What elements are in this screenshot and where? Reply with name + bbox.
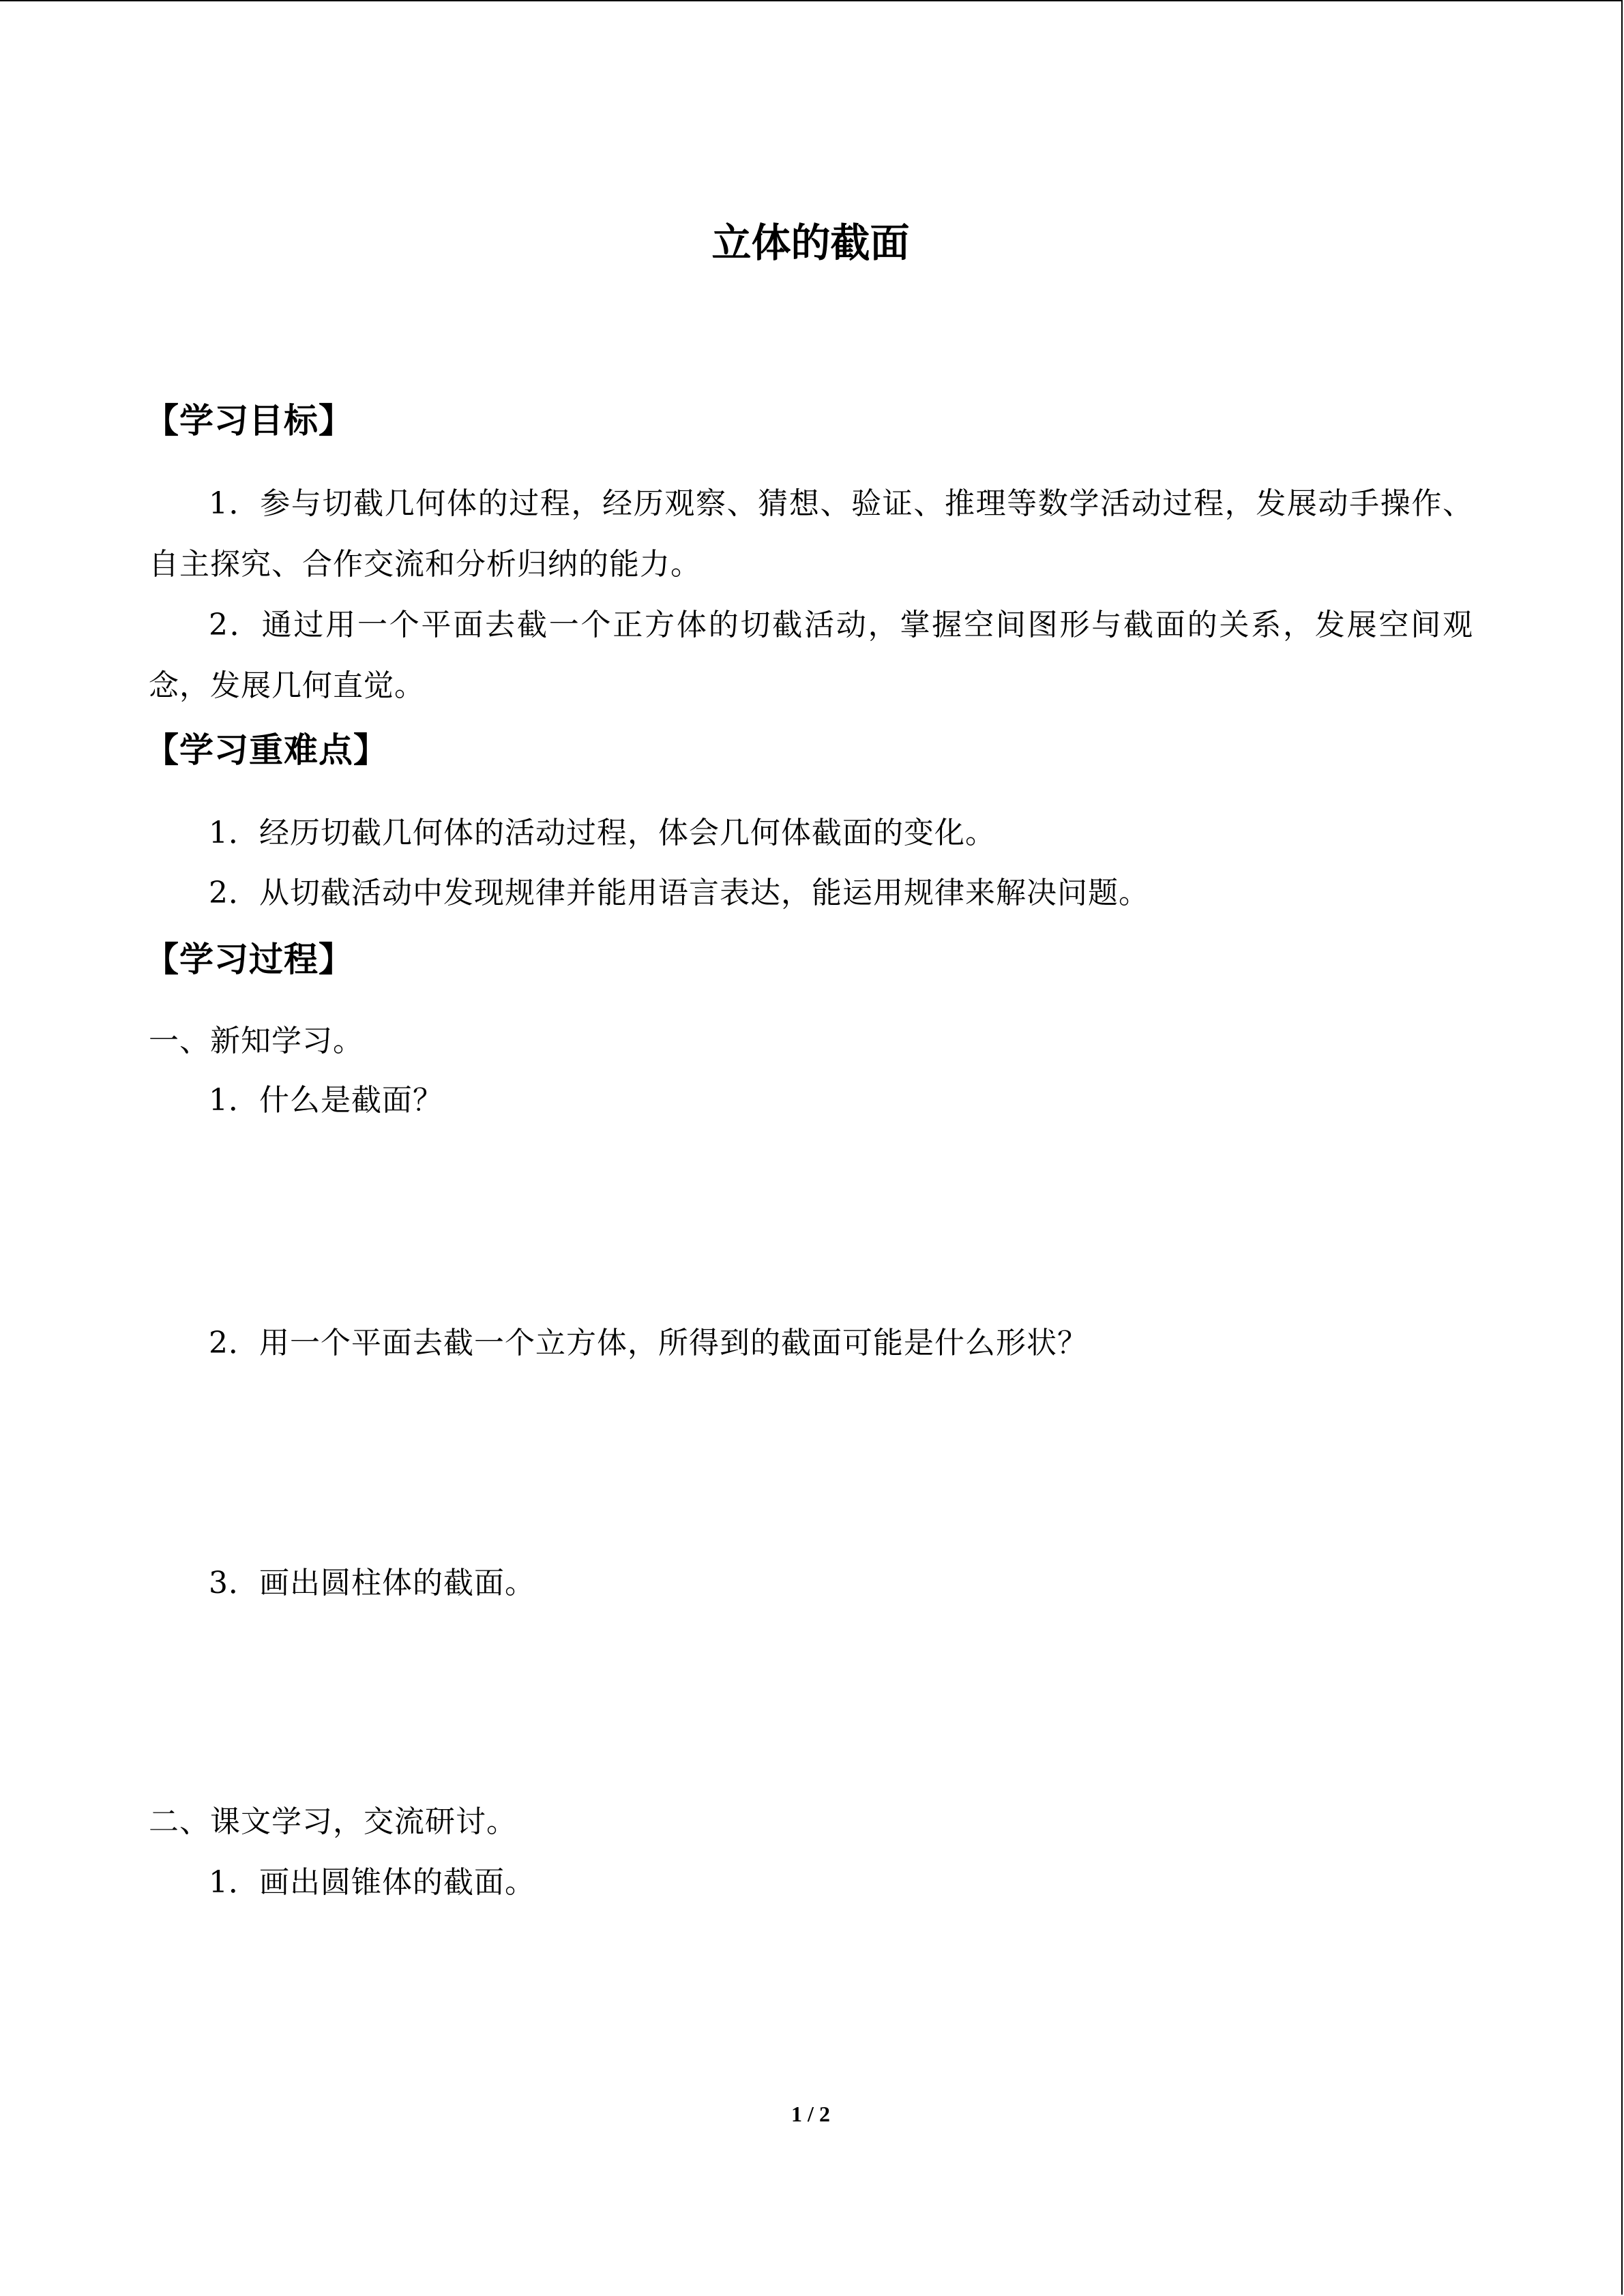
- goal-item-2: 2．通过用一个平面去截一个正方体的切截活动，掌握空间图形与截面的关系，发展空间观念，发展几何直觉。: [149, 608, 1473, 703]
- process-part1-title: 一、新知学习。: [149, 1024, 364, 1058]
- section-heading-goals: 【学习目标】: [145, 401, 353, 441]
- section-heading-key-points: 【学习重难点】: [145, 730, 388, 770]
- key-point-item-1: 1．经历切截几何体的活动过程，体会几何体截面的变化。: [209, 816, 996, 850]
- question-cube-section-shapes: 2．用一个平面去截一个立方体，所得到的截面可能是什么形状？: [209, 1326, 1088, 1360]
- process-part2-title: 二、课文学习，交流研讨。: [149, 1804, 517, 1839]
- question-what-is-section: 1．什么是截面？: [209, 1083, 443, 1118]
- section-heading-process: 【学习过程】: [145, 940, 353, 979]
- goal-item-1: 1．参与切截几何体的过程，经历观察、猜想、验证、推理等数学活动过程，发展动手操作、自主探究、合作交流和分析归纳的能力。: [149, 486, 1473, 582]
- question-cone-section: 1．画出圆锥体的截面。: [209, 1865, 535, 1900]
- question-cylinder-section: 3．画出圆柱体的截面。: [209, 1566, 535, 1600]
- document-title: 立体的截面: [711, 220, 910, 266]
- key-point-item-2: 2．从切截活动中发现规律并能用语言表达，能运用规律来解决问题。: [209, 876, 1149, 910]
- page-number: 1 / 2: [791, 2102, 830, 2126]
